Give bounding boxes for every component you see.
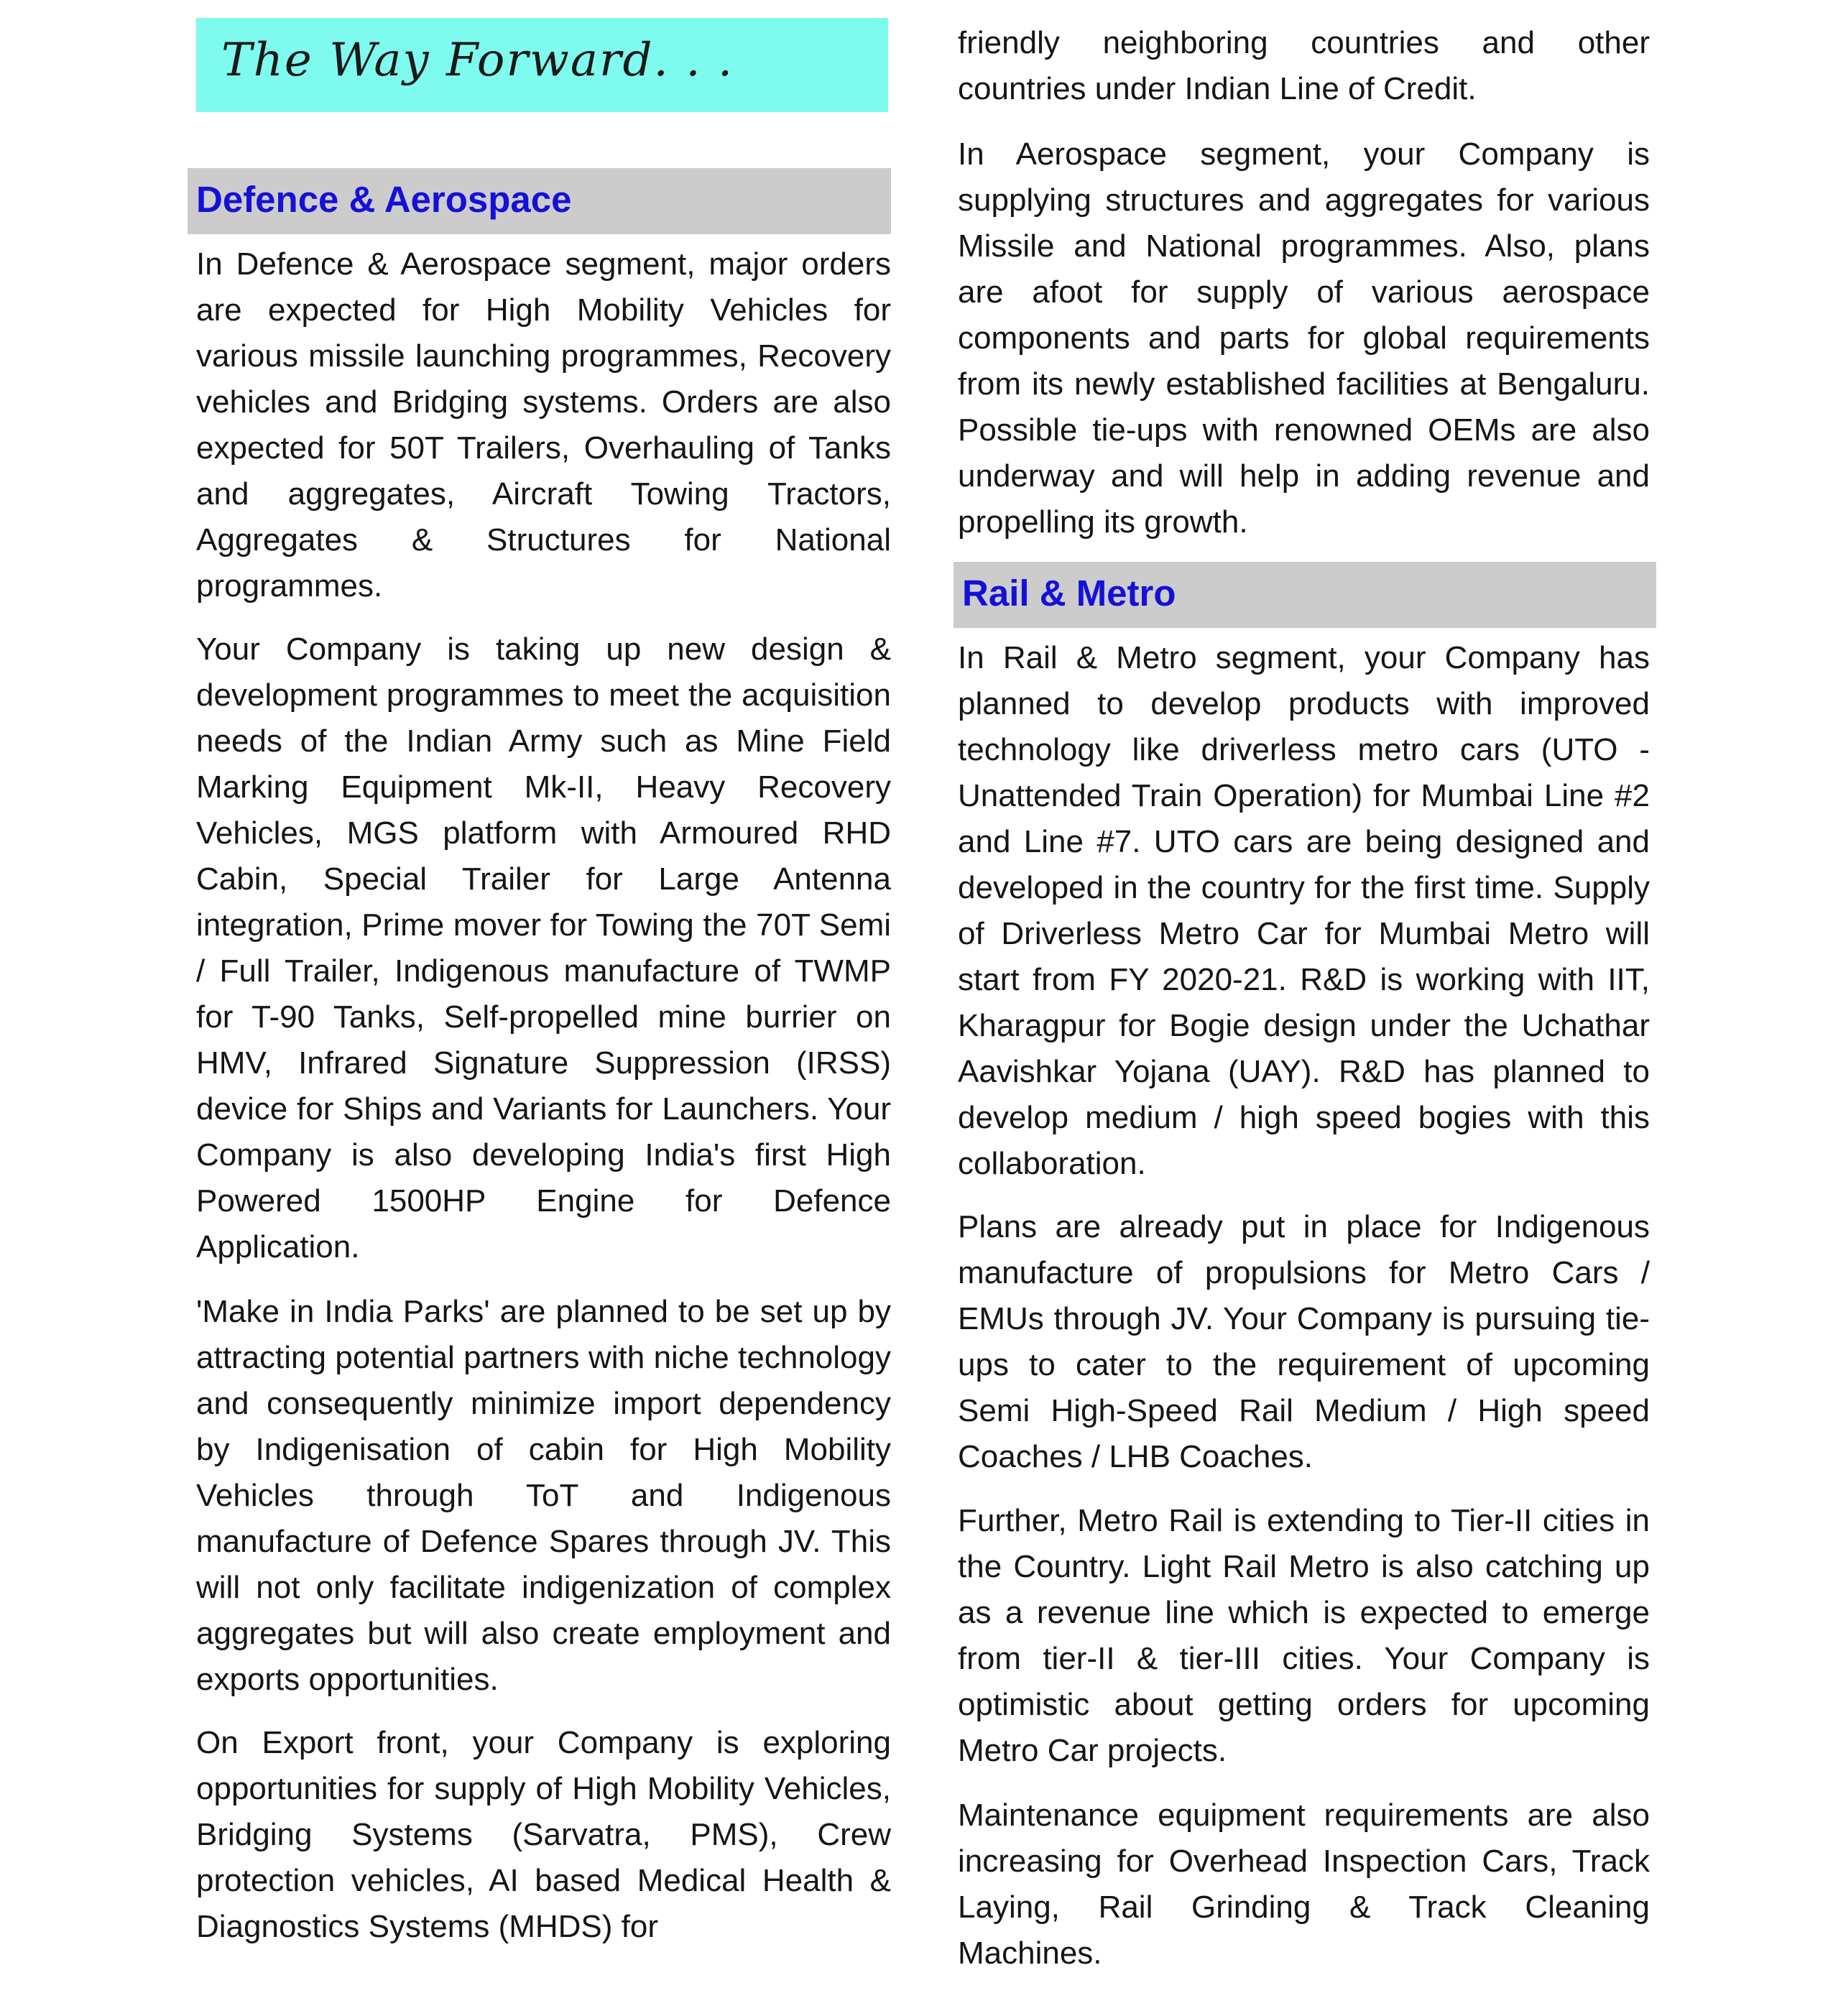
paragraph: Maintenance equipment requirements are also increasing for Overhead Inspection Cars, Track Laying, Rail Grinding & Track Cleaning Machines. <box>958 1798 1650 1971</box>
paragraph: In Aerospace segment, your Company is supplying structures and aggregates for various Missile and National programmes. Also, plans are afoot for supply of various aerospace components and parts for global requirements from its newly established facilities at Bengaluru. Possible tie-ups with renowned OEMs are also underway and will help in adding revenue and propelling its growth. <box>958 137 1650 540</box>
section-heading: Defence & Aerospace <box>196 179 572 220</box>
defence-aerospace-header <box>188 168 891 234</box>
rail-metro-header <box>954 562 1656 628</box>
section-heading: Rail & Metro <box>962 573 1176 614</box>
paragraph: On Export front, your Company is exploring opportunities for supply of High Mobility Vehicles, Bridging Systems (Sarvatra, PMS), Crew protection vehicles, AI based Medical Health & Diagnostics Systems (MHDS) for <box>196 1725 891 1944</box>
way-forward-banner <box>196 18 888 112</box>
paragraph: Further, Metro Rail is extending to Tier-II cities in the Country. Light Rail Metro is also catching up as a revenue line which is expected to emerge from tier-II & tier-III cities. Your Company is optimistic about getting orders for upcoming Metro Car projects. <box>958 1503 1650 1768</box>
paragraph: In Rail & Metro segment, your Company has planned to develop products with improved technology like driverless metro cars (UTO - Unattended Train Operation) for Mumbai Line #2 and Line #7. UTO cars are being designed and developed in the country for the first time. Supply of Driverless Metro Car for Mumbai Metro will start from FY 2020-21. R&D is working with IIT, Kharagpur for Bogie design under the Uchathar Aavishkar Yojana (UAY). R&D has planned to develop medium / high speed bogies with this collaboration. <box>958 640 1650 1181</box>
paragraph: Plans are already put in place for Indigenous manufacture of propulsions for Metro Cars / EMUs through JV. Your Company is pursuing tie-ups to cater to the requirement of upcoming Semi High-Speed Rail Medium / High speed Coaches / LHB Coaches. <box>958 1209 1650 1474</box>
paragraph: 'Make in India Parks' are planned to be set up by attracting potential partners with niche technology and consequently minimize import dependency by Indigenisation of cabin for High Mobility Vehicles through ToT and Indigenous manufacture of Defence Spares through JV. This will not only facilitate indigenization of complex aggregates but will also create employment and exports opportunities. <box>196 1294 891 1697</box>
paragraph: friendly neighboring countries and other countries under Indian Line of Credit. <box>958 25 1650 106</box>
paragraph: Your Company is taking up new design & development programmes to meet the acquisition needs of the Indian Army such as Mine Field Marking Equipment Mk-II, Heavy Recovery Vehicles, MGS platform with Armoured RHD Cabin, Special Trailer for Large Antenna integration, Prime mover for Towing the 70T Semi / Full Trailer, Indigenous manufacture of TWMP for T-90 Tanks, Self-propelled mine burrier on HMV, Infrared Signature Suppression (IRSS) device for Ships and Variants for Launchers. Your Company is also developing India's first High Powered 1500HP Engine for Defence Application. <box>196 632 891 1264</box>
paragraph: In Defence & Aerospace segment, major orders are expected for High Mobility Vehicles for various missile launching programmes, Recovery vehicles and Bridging systems. Orders are also expected for 50T Trailers, Overhauling of Tanks and aggregates, Aircraft Towing Tractors, Aggregates & Structures for National programmes. <box>196 246 891 604</box>
banner-title: The Way Forward. . . <box>221 34 734 87</box>
